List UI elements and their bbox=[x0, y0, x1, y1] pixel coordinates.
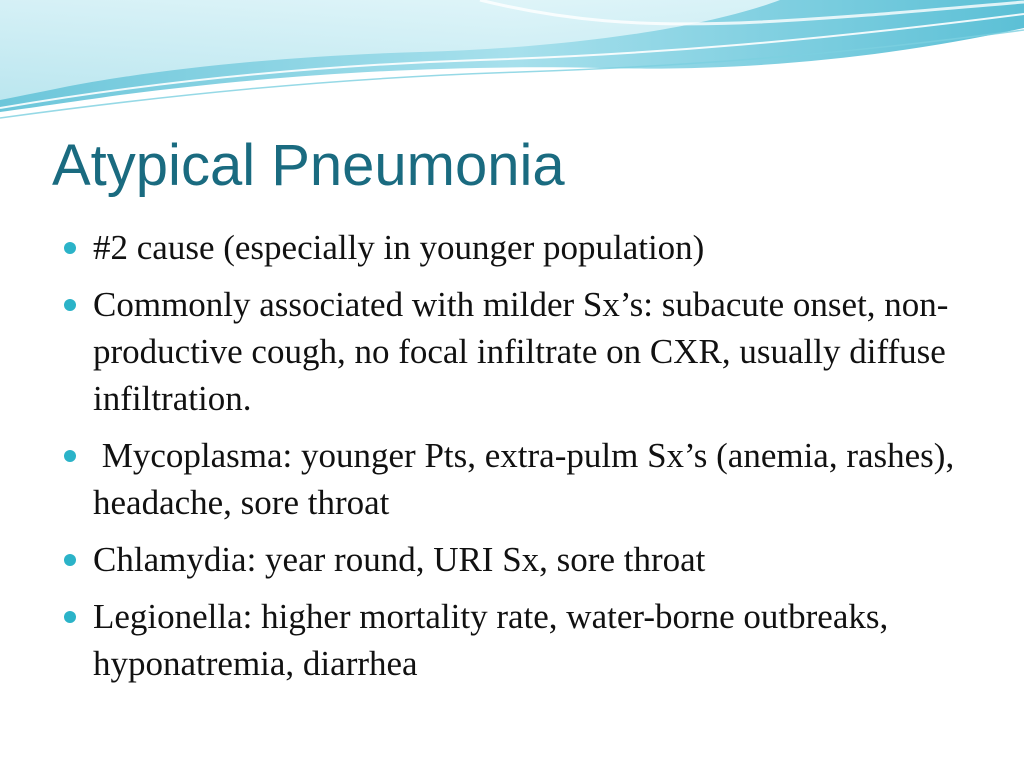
bullet-item-symptoms bbox=[60, 281, 980, 422]
bullet-item-cause bbox=[60, 224, 980, 271]
bullet-text: Commonly associated with milder Sx’s: subacute onset, non-productive cough, no focal infiltrate on CXR, usually diffuse infiltration. bbox=[93, 285, 949, 418]
bullet-dot-icon bbox=[64, 554, 76, 566]
bullet-item-legionella bbox=[60, 593, 980, 687]
bullet-text: #2 cause (especially in younger population) bbox=[93, 228, 705, 267]
bullet-dot-icon bbox=[64, 299, 76, 311]
bullet-list bbox=[60, 224, 980, 697]
bullet-dot-icon bbox=[64, 611, 76, 623]
bullet-dot-icon bbox=[64, 450, 76, 462]
bullet-text: Mycoplasma: younger Pts, extra-pulm Sx’s (anemia, rashes), headache, sore throat bbox=[93, 436, 955, 522]
header-wave-decoration bbox=[0, 0, 1024, 130]
bullet-item-mycoplasma bbox=[60, 432, 980, 526]
bullet-item-chlamydia bbox=[60, 536, 980, 583]
bullet-text: Chlamydia: year round, URI Sx, sore throat bbox=[93, 540, 706, 579]
bullet-text: Legionella: higher mortality rate, water-borne outbreaks, hyponatremia, diarrhea bbox=[93, 597, 889, 683]
slide-title: Atypical Pneumonia bbox=[52, 133, 565, 198]
bullet-dot-icon bbox=[64, 242, 76, 254]
